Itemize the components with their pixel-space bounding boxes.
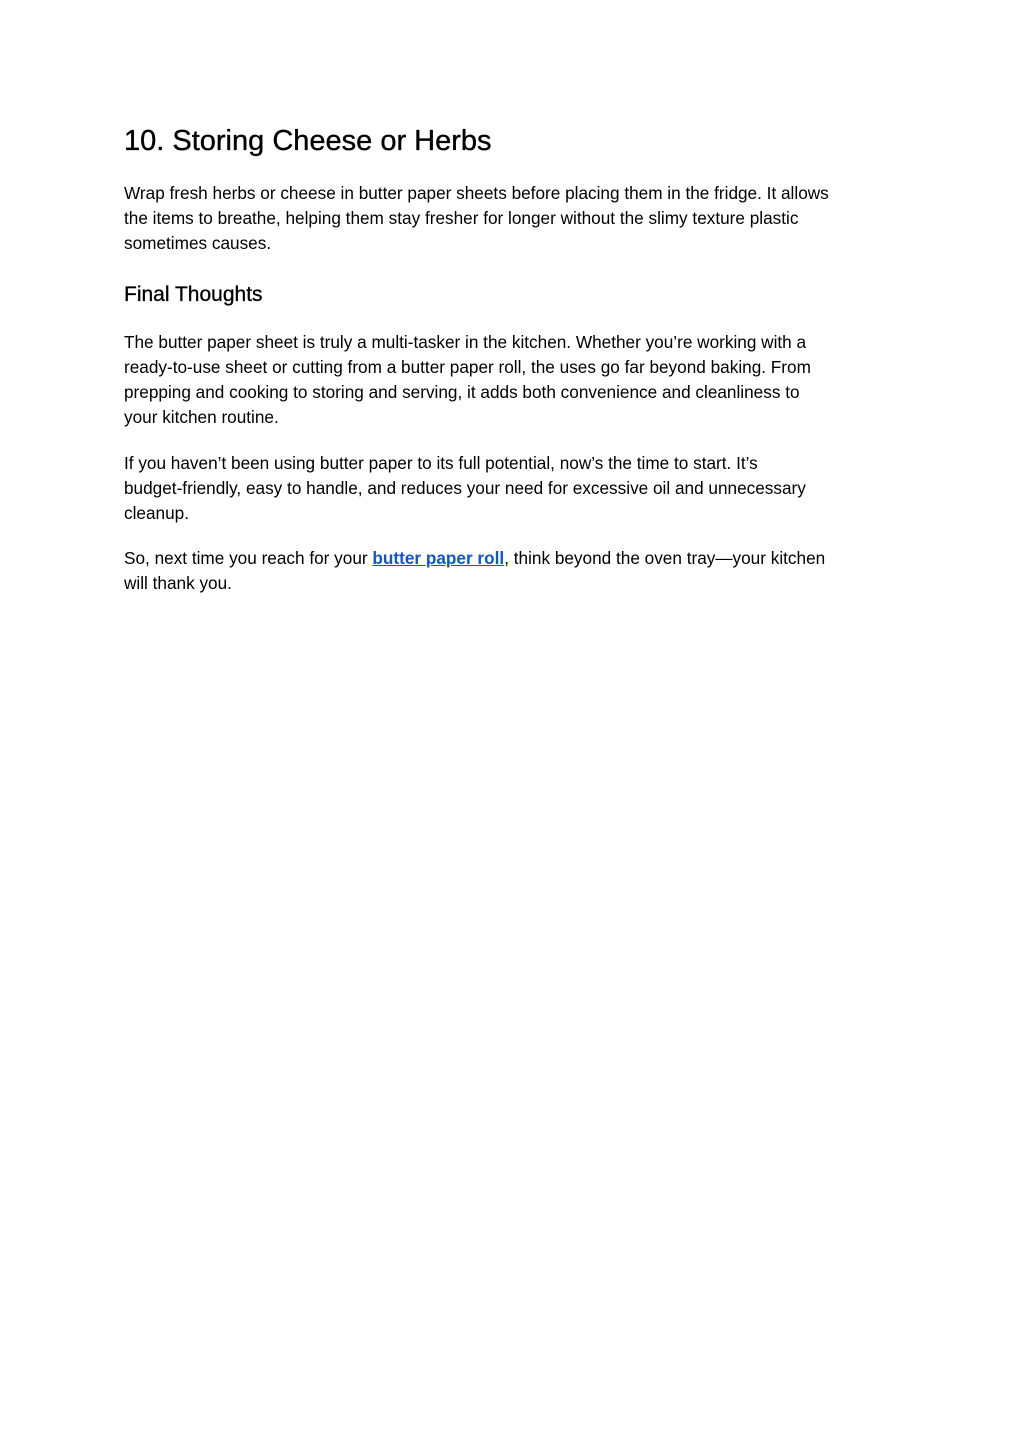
final-paragraph-1 — [124, 330, 914, 430]
butter-paper-roll-link[interactable]: butter paper roll — [372, 548, 505, 568]
paragraph-line: will thank you. — [124, 573, 232, 593]
section-paragraph — [124, 181, 914, 256]
paragraph-line: the items to breathe, helping them stay fresher for longer without the slimy texture plastic — [124, 208, 799, 228]
paragraph-line: your kitchen routine. — [124, 407, 279, 427]
paragraph-line: budget-friendly, easy to handle, and reduces your need for excessive oil and unnecessary — [124, 478, 806, 498]
paragraph-line: The butter paper sheet is truly a multi-tasker in the kitchen. Whether you’re working with a — [124, 332, 807, 352]
final-paragraph-3 — [124, 546, 914, 596]
paragraph-text: So, next time you reach for your — [124, 548, 373, 568]
paragraph-line — [124, 546, 914, 571]
paragraph-line: If you haven’t been using butter paper to its full potential, now’s the time to start. It’s — [124, 453, 758, 473]
final-thoughts-heading: Final Thoughts — [124, 283, 263, 306]
paragraph-line: cleanup. — [124, 503, 189, 523]
section-heading: 10. Storing Cheese or Herbs — [124, 125, 492, 157]
paragraph-line: Wrap fresh herbs or cheese in butter paper sheets before placing them in the fridge. It allows — [124, 183, 829, 203]
paragraph-text: , think beyond the oven tray—your kitchen — [504, 548, 826, 568]
paragraph-line: ready-to-use sheet or cutting from a butter paper roll, the uses go far beyond baking. From — [124, 357, 811, 377]
final-paragraph-2 — [124, 451, 914, 526]
paragraph-line: prepping and cooking to storing and serving, it adds both convenience and cleanliness to — [124, 382, 800, 402]
paragraph-line: sometimes causes. — [124, 233, 272, 253]
